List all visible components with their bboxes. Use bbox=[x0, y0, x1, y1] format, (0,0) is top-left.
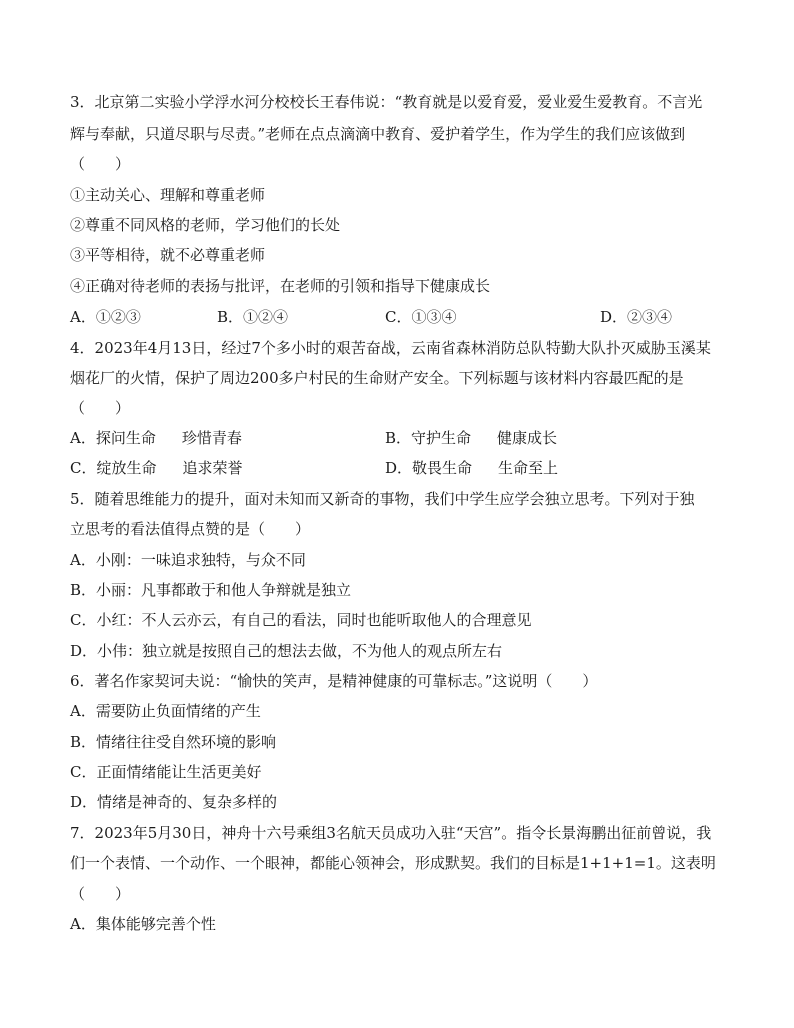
q3-option-b: B．①②④ bbox=[217, 308, 289, 326]
q6-option-a: A．需要防止负面情绪的产生 bbox=[70, 702, 261, 720]
q4-option-a-part1: A．探问生命 bbox=[70, 429, 156, 447]
q5-stem-line-1: 5．随着思维能力的提升，面对未知而又新奇的事物，我们中学生应学会独立思考。下列对于独 bbox=[70, 490, 695, 508]
q4-option-c bbox=[70, 458, 243, 478]
q5-option-b: B．小丽：凡事都敢于和他人争辩就是独立 bbox=[70, 581, 352, 599]
q5-option-d: D．小伟：独立就是按照自己的想法去做，不为他人的观点所左右 bbox=[70, 642, 503, 660]
q4-stem-line-1: 4．2023年4月13日，经过7个多小时的艰苦奋战，云南省森林消防总队特勤大队扑灭威胁玉溪某 bbox=[70, 339, 711, 357]
q4-answer-bracket: （ ） bbox=[70, 399, 131, 417]
q6-stem-line-1: 6．著名作家契诃夫说：“愉快的笑声，是精神健康的可靠标志。”这说明（ ） bbox=[70, 672, 598, 690]
q3-statement-3: ③平等相待，就不必尊重老师 bbox=[70, 246, 266, 264]
q5-option-a: A．小刚：一味追求独特，与众不同 bbox=[70, 551, 306, 569]
q5-option-c: C．小红：不人云亦云，有自己的看法，同时也能听取他人的合理意见 bbox=[70, 611, 532, 629]
q7-stem-line-2: 们一个表情、一个动作、一个眼神，都能心领神会，形成默契。我们的目标是1+1+1=1。这表明 bbox=[70, 854, 716, 872]
q3-statement-4: ④正确对待老师的表扬与批评，在老师的引领和指导下健康成长 bbox=[70, 277, 491, 295]
q3-option-c: C．①③④ bbox=[385, 308, 457, 326]
q4-option-c-part2: 追求荣誉 bbox=[182, 459, 243, 477]
q4-option-b-part2: 健康成长 bbox=[497, 429, 558, 447]
q4-stem-line-2: 烟花厂的火情，保护了周边200多户村民的生命财产安全。下列标题与该材料内容最匹配的是 bbox=[70, 369, 684, 387]
q4-option-d-part1: D．敬畏生命 bbox=[385, 459, 473, 477]
q3-statement-1: ①主动关心、理解和尊重老师 bbox=[70, 186, 266, 204]
q3-answer-bracket: （ ） bbox=[70, 155, 131, 173]
q4-option-d bbox=[385, 458, 558, 478]
q4-option-b bbox=[385, 428, 557, 448]
q3-option-a: A．①②③ bbox=[70, 308, 141, 326]
q7-stem-line-1: 7．2023年5月30日，神舟十六号乘组3名航天员成功入驻“天宫”。指令长景海鹏出征前曾说，我 bbox=[70, 824, 712, 842]
q6-option-d: D．情绪是神奇的、复杂多样的 bbox=[70, 793, 278, 811]
q7-answer-bracket: （ ） bbox=[70, 885, 131, 903]
q6-option-c: C．正面情绪能让生活更美好 bbox=[70, 763, 262, 781]
q4-option-a-part2: 珍惜青春 bbox=[181, 429, 242, 447]
q6-option-b: B．情绪往往受自然环境的影响 bbox=[70, 733, 277, 751]
q3-option-d: D．②③④ bbox=[600, 308, 673, 326]
q3-statement-2: ②尊重不同风格的老师，学习他们的长处 bbox=[70, 216, 341, 234]
q7-option-a: A．集体能够完善个性 bbox=[70, 915, 216, 933]
q4-option-d-part2: 生命至上 bbox=[498, 459, 559, 477]
q3-stem-line-1: 3．北京第二实验小学浮水河分校校长王春伟说：“教育就是以爱育爱，爱业爱生爱教育。不言光 bbox=[70, 93, 703, 111]
q5-stem-line-2: 立思考的看法值得点赞的是（ ） bbox=[70, 520, 311, 538]
q4-option-b-part1: B．守护生命 bbox=[385, 429, 472, 447]
q4-option-a bbox=[70, 428, 242, 448]
q4-option-c-part1: C．绽放生命 bbox=[70, 459, 157, 477]
q3-stem-line-2: 辉与奉献，只道尽职与尽责。”老师在点点滴滴中教育、爱护着学生，作为学生的我们应该做到 bbox=[70, 125, 686, 143]
